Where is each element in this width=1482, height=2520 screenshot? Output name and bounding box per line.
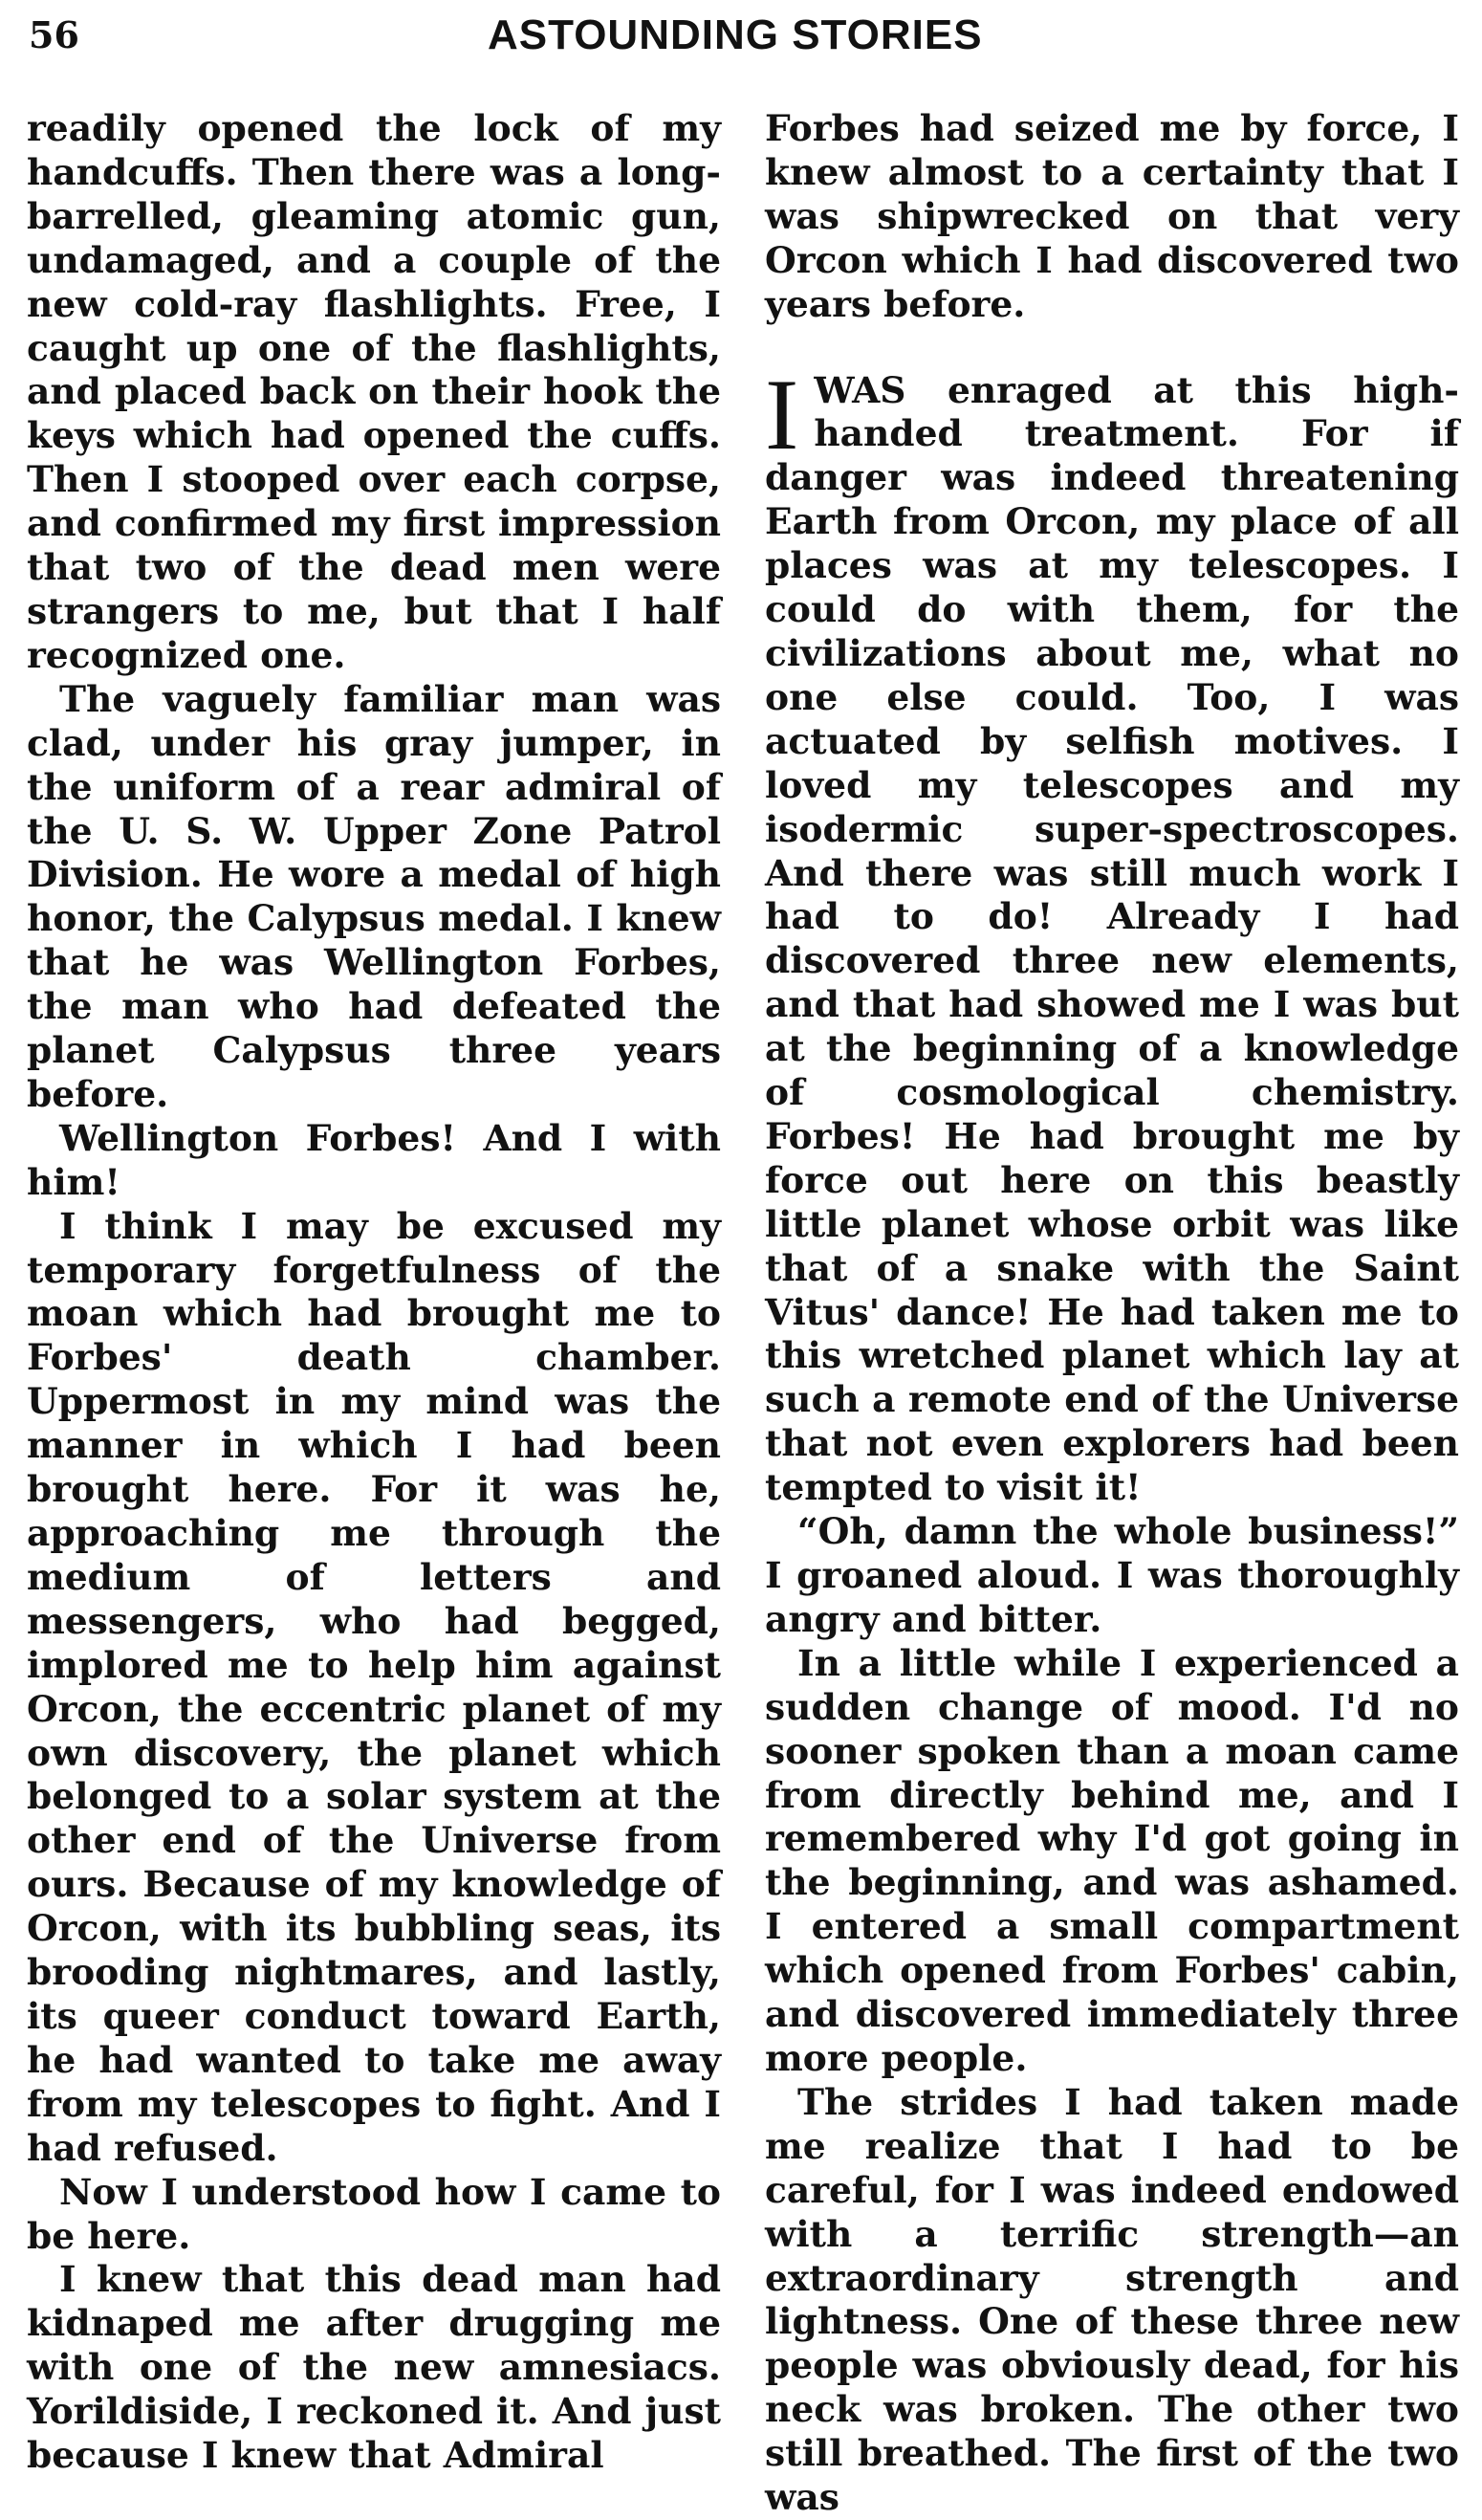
- paragraph: The strides I had taken made me realize that I had to be careful, for I was indeed endowed with a terrific strength—an extraordinary strength and lightness. One of these three new people was obviously dead, for his neck was broken. The other two still breathed. The first of the two was: [765, 2080, 1459, 2519]
- paragraph: The vaguely familiar man was clad, under his gray jumper, in the uniform of a rear admiral of the U. S. W. Upper Zone Patrol Division. He wore a medal of high honor, the Calypsus medal. I knew that he was Wellington Forbes, the man who had defeated the planet Calypsus three years before.: [27, 677, 721, 1115]
- page-header: [29, 8, 1463, 65]
- running-head: ASTOUNDING STORIES: [488, 11, 983, 58]
- paragraph: In a little while I experienced a sudden change of mood. I'd no sooner spoken than a moan came from directly behind me, and I remembered why I'd got going in the beginning, and was ashamed. I entered a small compartment which opened from Forbes' cabin, and discovered immediately three more people.: [765, 1641, 1459, 2079]
- paragraph: I think I may be excused my temporary forgetfulness of the moan which had brought me to Forbes' death chamber. Uppermost in my mind was the manner in which I had been brought here. For it was he, approaching me through the medium of letters and messengers, who had begged, implored me to help him against Orcon, the eccentric planet of my own discovery, the planet which belonged to a solar system at the other end of the Universe from ours. Because of my knowledge of Orcon, with its bubbling seas, its brooding nightmares, and lastly, its queer conduct toward Earth, he had wanted to take me away from my telescopes to fight. And I had refused.: [27, 1204, 721, 2169]
- left-column: [27, 107, 721, 2478]
- paragraph: “Oh, damn the whole business!” I groaned aloud. I was thoroughly angry and bitter.: [765, 1510, 1459, 1640]
- paragraph: Forbes had seized me by force, I knew almost to a certainty that I was shipwrecked on that very Orcon which I had discovered two years before.: [765, 107, 1459, 325]
- section-opening-paragraph: [765, 358, 1459, 1511]
- page-number: 56: [29, 13, 79, 56]
- paragraph-text: WAS enraged at this high-handed treatment. For if danger was indeed threatening Earth from Orcon, my place of all places was at my telescopes. I could do with them, for the civilizations about me, what no one else could. Too, I was actuated by selfish motives. I loved my telescopes and my isodermic super-spectroscopes. And there was still much work I had to do! Already I had discovered three new elements, and that had showed me I was but at the beginning of a knowledge of cosmological chemistry. Forbes! He had brought me by force out here on this beastly little planet whose orbit was like that of a snake with the Saint Vitus' dance! He had taken me to this wretched planet which lay at such a remote end of the Universe that not even explorers had been tempted to visit it!: [765, 368, 1459, 1509]
- paragraph: Now I understood how I came to be here.: [27, 2170, 721, 2257]
- drop-cap: I: [765, 358, 799, 471]
- right-column: [765, 107, 1459, 2520]
- paragraph: Wellington Forbes! And I with him!: [27, 1116, 721, 1203]
- paragraph: readily opened the lock of my handcuffs. Then there was a long-barrelled, gleaming atomic gun, undamaged, and a couple of the new cold-ray flashlights. Free, I caught up one of the flashlights, and placed back on their hook the keys which had opened the cuffs. Then I stooped over each corpse, and confirmed my first impression that two of the dead men were strangers to me, but that I half recognized one.: [27, 107, 721, 676]
- paragraph: I knew that this dead man had kidnaped me after drugging me with one of the new amnesiacs. Yorildiside, I reckoned it. And just because I knew that Admiral: [27, 2258, 721, 2477]
